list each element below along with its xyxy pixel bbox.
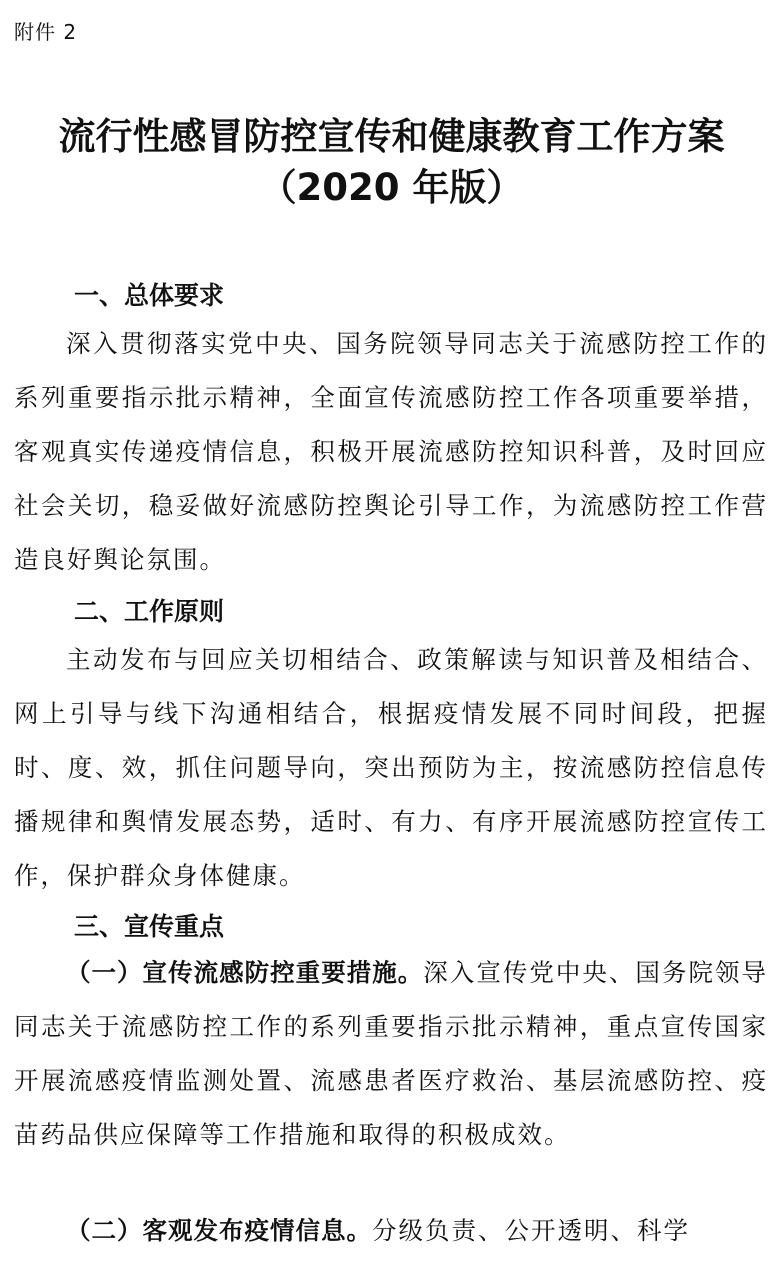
focus-item-1 [14,946,768,1162]
focus-item-2 [14,1204,768,1258]
focus-item-1-body: 深入宣传党中央、国务院领导同志关于流感防控工作的系列重要指示批示精神，重点宣传国家开展流感疫情监测处置、流感患者医疗救治、基层流感防控、疫苗药品供应保障等工作措施和取得的积极成效。 [14,958,769,1149]
focus-item-1-lead: （一）宣传流感防控重要措施。 [66,958,424,987]
document-title-edition: （2020 年版） [259,166,524,209]
section-body-work-principles: 主动发布与回应关切相结合、政策解读与知识普及相结合、网上引导与线下沟通相结合，根据疫情发展不同时间段，把握时、度、效，抓住问题导向，突出预防为主，按流感防控信息传播规律和舆情发展态势，适时、有力、有序开展流感防控宣传工作，保护群众身体健康。 [14,645,768,890]
section-heading-publicity-focus: 三、宣传重点 [74,912,225,941]
section-heading-work-principles: 二、工作原则 [74,597,225,626]
attachment-label: 附件 2 [14,20,78,44]
document-title: 流行性感冒防控宣传和健康教育工作方案 [58,115,725,158]
section-heading-general-requirements: 一、总体要求 [74,281,225,310]
focus-item-2-body: 分级负责、公开透明、科学 [372,1216,690,1245]
section-body-general-requirements: 深入贯彻落实党中央、国务院领导同志关于流感防控工作的系列重要指示批示精神，全面宣传流感防控工作各项重要举措，客观真实传递疫情信息，积极开展流感防控知识科普，及时回应社会关切，稳妥做好流感防控舆论引导工作，为流感防控工作营造良好舆论氛围。 [14,329,768,574]
focus-item-2-lead: （二）客观发布疫情信息。 [66,1216,372,1245]
